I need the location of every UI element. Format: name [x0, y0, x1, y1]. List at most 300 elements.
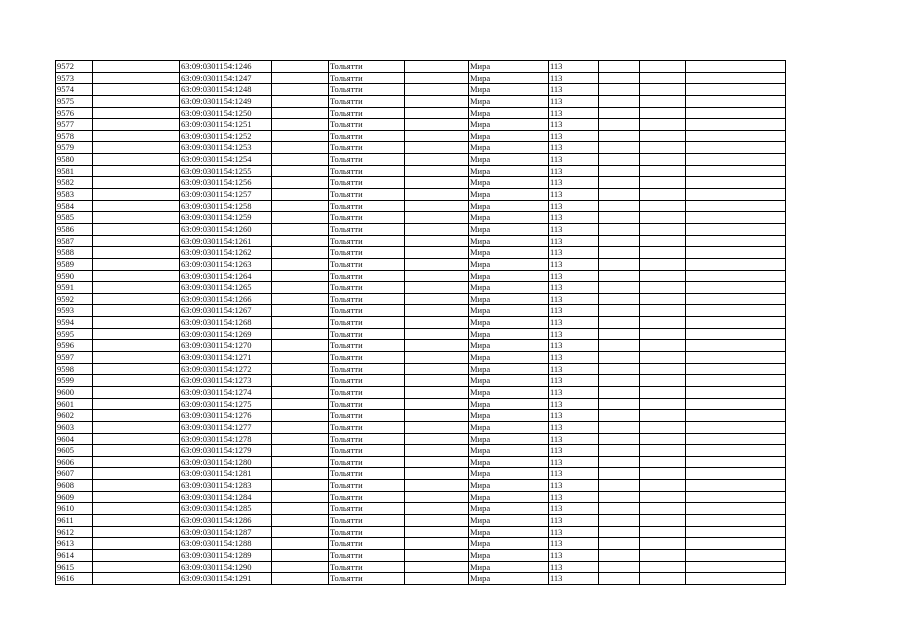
row-number-cell: 9597 — [56, 352, 93, 364]
table-row — [56, 386, 786, 398]
row-number-cell: 9598 — [56, 363, 93, 375]
blank-cell — [686, 480, 786, 492]
table-body — [56, 61, 786, 585]
blank-cell — [405, 549, 469, 561]
table-row — [56, 95, 786, 107]
blank-cell — [599, 200, 640, 212]
street-cell: Мира — [469, 177, 549, 189]
house-number-cell: 113 — [549, 282, 599, 294]
blank-cell — [93, 352, 180, 364]
blank-cell — [405, 258, 469, 270]
house-number-cell: 113 — [549, 456, 599, 468]
blank-cell — [272, 258, 329, 270]
blank-cell — [686, 514, 786, 526]
blank-cell — [599, 84, 640, 96]
table-row — [56, 84, 786, 96]
street-cell: Мира — [469, 503, 549, 515]
row-number-cell: 9586 — [56, 223, 93, 235]
blank-cell — [640, 200, 686, 212]
blank-cell — [640, 317, 686, 329]
blank-cell — [640, 445, 686, 457]
row-number-cell: 9575 — [56, 95, 93, 107]
street-cell: Мира — [469, 95, 549, 107]
blank-cell — [599, 491, 640, 503]
row-number-cell: 9585 — [56, 212, 93, 224]
row-number-cell: 9604 — [56, 433, 93, 445]
row-number-cell: 9603 — [56, 421, 93, 433]
blank-cell — [640, 352, 686, 364]
house-number-cell: 113 — [549, 235, 599, 247]
blank-cell — [686, 165, 786, 177]
blank-cell — [640, 130, 686, 142]
city-cell: Тольятти — [329, 305, 405, 317]
blank-cell — [686, 503, 786, 515]
blank-cell — [640, 375, 686, 387]
table-row — [56, 456, 786, 468]
blank-cell — [686, 282, 786, 294]
cadastral-number-cell: 63:09:0301154:1246 — [180, 61, 272, 73]
row-number-cell: 9574 — [56, 84, 93, 96]
blank-cell — [599, 305, 640, 317]
blank-cell — [93, 270, 180, 282]
blank-cell — [640, 293, 686, 305]
blank-cell — [93, 142, 180, 154]
row-number-cell: 9583 — [56, 189, 93, 201]
blank-cell — [405, 84, 469, 96]
street-cell: Мира — [469, 270, 549, 282]
blank-cell — [405, 235, 469, 247]
cadastral-number-cell: 63:09:0301154:1247 — [180, 72, 272, 84]
blank-cell — [640, 421, 686, 433]
blank-cell — [640, 514, 686, 526]
city-cell: Тольятти — [329, 526, 405, 538]
house-number-cell: 113 — [549, 433, 599, 445]
city-cell: Тольятти — [329, 223, 405, 235]
blank-cell — [272, 445, 329, 457]
blank-cell — [93, 421, 180, 433]
blank-cell — [93, 305, 180, 317]
blank-cell — [640, 480, 686, 492]
house-number-cell: 113 — [549, 61, 599, 73]
blank-cell — [640, 328, 686, 340]
blank-cell — [405, 61, 469, 73]
blank-cell — [272, 119, 329, 131]
cadastral-number-cell: 63:09:0301154:1260 — [180, 223, 272, 235]
row-number-cell: 9613 — [56, 538, 93, 550]
street-cell: Мира — [469, 573, 549, 585]
street-cell: Мира — [469, 363, 549, 375]
street-cell: Мира — [469, 61, 549, 73]
blank-cell — [93, 386, 180, 398]
table-row — [56, 223, 786, 235]
blank-cell — [599, 561, 640, 573]
row-number-cell: 9579 — [56, 142, 93, 154]
table-row — [56, 421, 786, 433]
blank-cell — [405, 212, 469, 224]
house-number-cell: 113 — [549, 328, 599, 340]
table-row — [56, 142, 786, 154]
city-cell: Тольятти — [329, 398, 405, 410]
cadastral-number-cell: 63:09:0301154:1284 — [180, 491, 272, 503]
street-cell: Мира — [469, 258, 549, 270]
blank-cell — [93, 328, 180, 340]
blank-cell — [640, 165, 686, 177]
blank-cell — [405, 456, 469, 468]
blank-cell — [640, 189, 686, 201]
cadastral-number-cell: 63:09:0301154:1272 — [180, 363, 272, 375]
blank-cell — [405, 247, 469, 259]
cadastral-number-cell: 63:09:0301154:1256 — [180, 177, 272, 189]
blank-cell — [686, 119, 786, 131]
cadastral-number-cell: 63:09:0301154:1283 — [180, 480, 272, 492]
blank-cell — [272, 421, 329, 433]
house-number-cell: 113 — [549, 480, 599, 492]
blank-cell — [272, 142, 329, 154]
blank-cell — [599, 363, 640, 375]
cadastral-number-cell: 63:09:0301154:1253 — [180, 142, 272, 154]
street-cell: Мира — [469, 223, 549, 235]
city-cell: Тольятти — [329, 189, 405, 201]
row-number-cell: 9611 — [56, 514, 93, 526]
blank-cell — [640, 561, 686, 573]
table-row — [56, 433, 786, 445]
blank-cell — [272, 363, 329, 375]
city-cell: Тольятти — [329, 270, 405, 282]
city-cell: Тольятти — [329, 340, 405, 352]
blank-cell — [405, 573, 469, 585]
blank-cell — [640, 154, 686, 166]
blank-cell — [272, 328, 329, 340]
city-cell: Тольятти — [329, 84, 405, 96]
blank-cell — [640, 282, 686, 294]
blank-cell — [686, 456, 786, 468]
blank-cell — [599, 352, 640, 364]
city-cell: Тольятти — [329, 154, 405, 166]
blank-cell — [686, 72, 786, 84]
house-number-cell: 113 — [549, 189, 599, 201]
cadastral-number-cell: 63:09:0301154:1266 — [180, 293, 272, 305]
street-cell: Мира — [469, 549, 549, 561]
blank-cell — [405, 107, 469, 119]
house-number-cell: 113 — [549, 375, 599, 387]
blank-cell — [599, 154, 640, 166]
blank-cell — [405, 421, 469, 433]
table-row — [56, 375, 786, 387]
street-cell: Мира — [469, 375, 549, 387]
cadastral-number-cell: 63:09:0301154:1264 — [180, 270, 272, 282]
house-number-cell: 113 — [549, 177, 599, 189]
blank-cell — [93, 317, 180, 329]
blank-cell — [599, 142, 640, 154]
blank-cell — [686, 433, 786, 445]
blank-cell — [599, 72, 640, 84]
table-row — [56, 526, 786, 538]
blank-cell — [640, 142, 686, 154]
blank-cell — [686, 421, 786, 433]
blank-cell — [640, 119, 686, 131]
street-cell: Мира — [469, 200, 549, 212]
blank-cell — [405, 72, 469, 84]
blank-cell — [272, 468, 329, 480]
blank-cell — [405, 189, 469, 201]
house-number-cell: 113 — [549, 468, 599, 480]
blank-cell — [640, 177, 686, 189]
blank-cell — [93, 154, 180, 166]
city-cell: Тольятти — [329, 480, 405, 492]
blank-cell — [599, 386, 640, 398]
blank-cell — [93, 282, 180, 294]
blank-cell — [93, 526, 180, 538]
cadastral-number-cell: 63:09:0301154:1271 — [180, 352, 272, 364]
city-cell: Тольятти — [329, 538, 405, 550]
blank-cell — [640, 84, 686, 96]
table-row — [56, 305, 786, 317]
street-cell: Мира — [469, 72, 549, 84]
blank-cell — [599, 223, 640, 235]
blank-cell — [640, 235, 686, 247]
street-cell: Мира — [469, 398, 549, 410]
blank-cell — [640, 107, 686, 119]
blank-cell — [272, 270, 329, 282]
blank-cell — [640, 573, 686, 585]
blank-cell — [599, 398, 640, 410]
table-row — [56, 317, 786, 329]
blank-cell — [640, 398, 686, 410]
blank-cell — [599, 421, 640, 433]
street-cell: Мира — [469, 526, 549, 538]
cadastral-number-cell: 63:09:0301154:1259 — [180, 212, 272, 224]
blank-cell — [640, 549, 686, 561]
blank-cell — [405, 480, 469, 492]
city-cell: Тольятти — [329, 561, 405, 573]
blank-cell — [599, 247, 640, 259]
city-cell: Тольятти — [329, 130, 405, 142]
cadastral-number-cell: 63:09:0301154:1288 — [180, 538, 272, 550]
blank-cell — [272, 398, 329, 410]
blank-cell — [405, 386, 469, 398]
blank-cell — [93, 514, 180, 526]
cadastral-number-cell: 63:09:0301154:1279 — [180, 445, 272, 457]
table-row — [56, 549, 786, 561]
row-number-cell: 9609 — [56, 491, 93, 503]
street-cell: Мира — [469, 142, 549, 154]
blank-cell — [272, 165, 329, 177]
house-number-cell: 113 — [549, 107, 599, 119]
table-row — [56, 189, 786, 201]
blank-cell — [272, 340, 329, 352]
blank-cell — [686, 445, 786, 457]
blank-cell — [599, 340, 640, 352]
blank-cell — [93, 95, 180, 107]
city-cell: Тольятти — [329, 421, 405, 433]
blank-cell — [272, 130, 329, 142]
blank-cell — [599, 282, 640, 294]
row-number-cell: 9605 — [56, 445, 93, 457]
house-number-cell: 113 — [549, 363, 599, 375]
row-number-cell: 9576 — [56, 107, 93, 119]
blank-cell — [93, 84, 180, 96]
blank-cell — [640, 247, 686, 259]
blank-cell — [93, 433, 180, 445]
blank-cell — [599, 526, 640, 538]
row-number-cell: 9600 — [56, 386, 93, 398]
row-number-cell: 9578 — [56, 130, 93, 142]
street-cell: Мира — [469, 538, 549, 550]
blank-cell — [599, 480, 640, 492]
blank-cell — [272, 247, 329, 259]
blank-cell — [272, 154, 329, 166]
blank-cell — [640, 363, 686, 375]
row-number-cell: 9594 — [56, 317, 93, 329]
table-row — [56, 200, 786, 212]
blank-cell — [686, 305, 786, 317]
row-number-cell: 9592 — [56, 293, 93, 305]
blank-cell — [93, 503, 180, 515]
street-cell: Мира — [469, 410, 549, 422]
house-number-cell: 113 — [549, 270, 599, 282]
house-number-cell: 113 — [549, 340, 599, 352]
blank-cell — [93, 561, 180, 573]
blank-cell — [599, 573, 640, 585]
table-row — [56, 491, 786, 503]
blank-cell — [686, 410, 786, 422]
street-cell: Мира — [469, 421, 549, 433]
street-cell: Мира — [469, 514, 549, 526]
blank-cell — [405, 468, 469, 480]
house-number-cell: 113 — [549, 119, 599, 131]
blank-cell — [686, 549, 786, 561]
cadastral-number-cell: 63:09:0301154:1273 — [180, 375, 272, 387]
blank-cell — [272, 317, 329, 329]
blank-cell — [93, 119, 180, 131]
city-cell: Тольятти — [329, 61, 405, 73]
blank-cell — [686, 200, 786, 212]
city-cell: Тольятти — [329, 363, 405, 375]
table-row — [56, 573, 786, 585]
blank-cell — [93, 107, 180, 119]
blank-cell — [599, 270, 640, 282]
blank-cell — [272, 293, 329, 305]
cadastral-number-cell: 63:09:0301154:1280 — [180, 456, 272, 468]
table-row — [56, 61, 786, 73]
street-cell: Мира — [469, 119, 549, 131]
city-cell: Тольятти — [329, 386, 405, 398]
blank-cell — [686, 386, 786, 398]
blank-cell — [599, 538, 640, 550]
city-cell: Тольятти — [329, 107, 405, 119]
street-cell: Мира — [469, 352, 549, 364]
city-cell: Тольятти — [329, 352, 405, 364]
blank-cell — [686, 95, 786, 107]
blank-cell — [272, 305, 329, 317]
row-number-cell: 9580 — [56, 154, 93, 166]
blank-cell — [640, 223, 686, 235]
cadastral-number-cell: 63:09:0301154:1262 — [180, 247, 272, 259]
city-cell: Тольятти — [329, 72, 405, 84]
row-number-cell: 9589 — [56, 258, 93, 270]
blank-cell — [599, 375, 640, 387]
blank-cell — [93, 573, 180, 585]
cadastral-number-cell: 63:09:0301154:1251 — [180, 119, 272, 131]
cadastral-number-cell: 63:09:0301154:1269 — [180, 328, 272, 340]
blank-cell — [686, 130, 786, 142]
blank-cell — [272, 223, 329, 235]
city-cell: Тольятти — [329, 491, 405, 503]
house-number-cell: 113 — [549, 491, 599, 503]
table-row — [56, 177, 786, 189]
blank-cell — [93, 480, 180, 492]
blank-cell — [405, 445, 469, 457]
blank-cell — [599, 410, 640, 422]
cadastral-number-cell: 63:09:0301154:1286 — [180, 514, 272, 526]
blank-cell — [272, 282, 329, 294]
street-cell: Мира — [469, 480, 549, 492]
blank-cell — [640, 386, 686, 398]
blank-cell — [686, 398, 786, 410]
table-row — [56, 561, 786, 573]
blank-cell — [405, 375, 469, 387]
blank-cell — [93, 398, 180, 410]
house-number-cell: 113 — [549, 72, 599, 84]
row-number-cell: 9606 — [56, 456, 93, 468]
row-number-cell: 9608 — [56, 480, 93, 492]
blank-cell — [640, 410, 686, 422]
blank-cell — [272, 375, 329, 387]
blank-cell — [93, 363, 180, 375]
row-number-cell: 9595 — [56, 328, 93, 340]
row-number-cell: 9596 — [56, 340, 93, 352]
street-cell: Мира — [469, 165, 549, 177]
blank-cell — [640, 340, 686, 352]
blank-cell — [405, 305, 469, 317]
city-cell: Тольятти — [329, 433, 405, 445]
row-number-cell: 9601 — [56, 398, 93, 410]
house-number-cell: 113 — [549, 305, 599, 317]
blank-cell — [405, 270, 469, 282]
street-cell: Мира — [469, 317, 549, 329]
city-cell: Тольятти — [329, 258, 405, 270]
table-row — [56, 398, 786, 410]
blank-cell — [405, 130, 469, 142]
blank-cell — [93, 293, 180, 305]
table-row — [56, 119, 786, 131]
house-number-cell: 113 — [549, 526, 599, 538]
street-cell: Мира — [469, 130, 549, 142]
row-number-cell: 9610 — [56, 503, 93, 515]
city-cell: Тольятти — [329, 247, 405, 259]
table-row — [56, 107, 786, 119]
street-cell: Мира — [469, 328, 549, 340]
blank-cell — [93, 538, 180, 550]
city-cell: Тольятти — [329, 375, 405, 387]
data-table — [55, 60, 786, 585]
cadastral-number-cell: 63:09:0301154:1276 — [180, 410, 272, 422]
house-number-cell: 113 — [549, 247, 599, 259]
city-cell: Тольятти — [329, 468, 405, 480]
table-row — [56, 340, 786, 352]
blank-cell — [686, 538, 786, 550]
blank-cell — [93, 223, 180, 235]
table-row — [56, 282, 786, 294]
cadastral-number-cell: 63:09:0301154:1278 — [180, 433, 272, 445]
blank-cell — [405, 398, 469, 410]
blank-cell — [93, 212, 180, 224]
house-number-cell: 113 — [549, 514, 599, 526]
row-number-cell: 9573 — [56, 72, 93, 84]
city-cell: Тольятти — [329, 573, 405, 585]
table-row — [56, 165, 786, 177]
table-row — [56, 468, 786, 480]
